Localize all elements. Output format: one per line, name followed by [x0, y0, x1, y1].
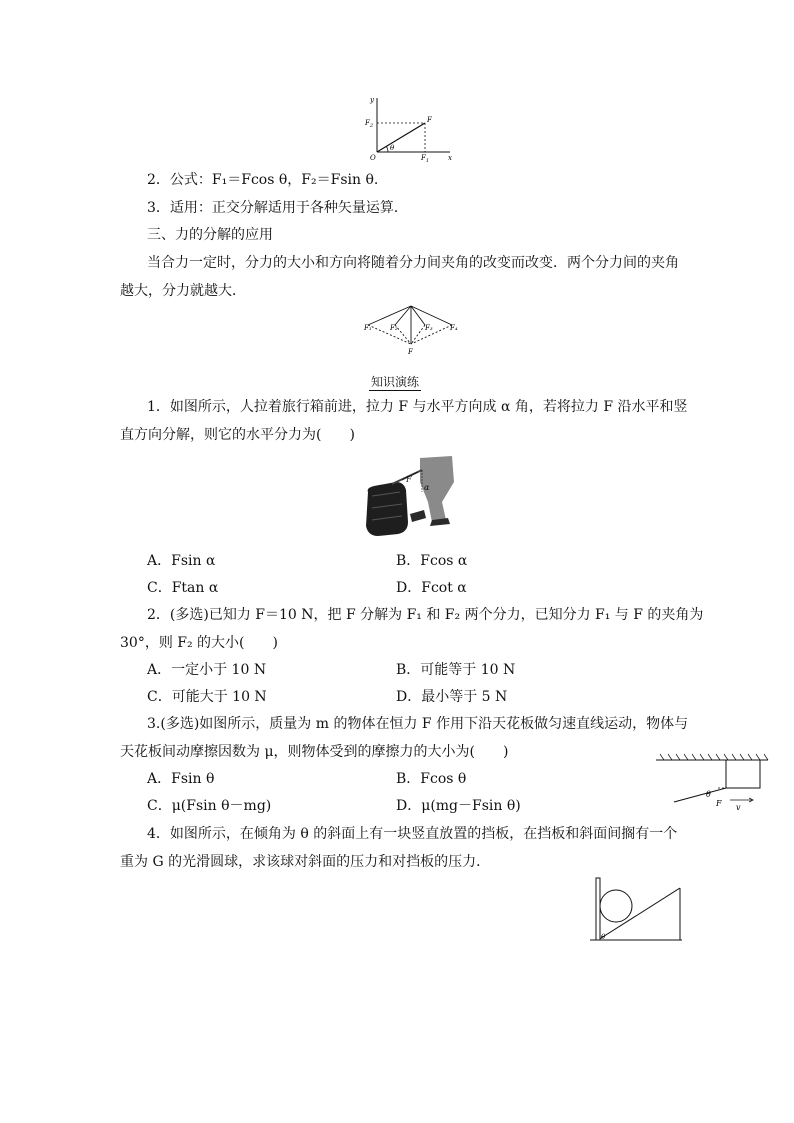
- q3-stem-line-2: 天花板间动摩擦因数为 μ，则物体受到的摩擦力的大小为( ): [120, 744, 509, 760]
- q1-option-a: A．Fsin α: [147, 553, 216, 569]
- decomposition-axes-figure: [362, 92, 462, 164]
- block: [726, 760, 760, 788]
- applicability-line: 3．适用：正交分解适用于各种矢量运算．: [147, 200, 408, 216]
- f-label-ceiling: F: [716, 799, 722, 808]
- suitcase-photo: [362, 452, 462, 538]
- theta-label-ceiling: θ: [706, 790, 711, 799]
- paragraph-line-2: 越大，分力就越大．: [120, 283, 246, 299]
- origin-label: O: [370, 154, 376, 162]
- theta-label-incline: θ: [601, 933, 606, 941]
- q3-option-c: C．μ(Fsin θ－mg): [147, 798, 272, 814]
- q3-option-b: B．Fcos θ: [396, 771, 467, 787]
- f1-label: $F_1$: [421, 154, 430, 164]
- q1-option-b: B．Fcos α: [396, 553, 468, 569]
- q3-stem-line-1: 3.(多选)如图所示，质量为 m 的物体在恒力 F 作用下沿天花板做匀速直线运动，物体与: [147, 716, 689, 732]
- force-f-vector: [377, 123, 425, 152]
- q2-option-a: A．一定小于 10 N: [147, 662, 267, 678]
- f-label: F: [427, 116, 432, 124]
- q1-stem-line-1: 1．如图所示，人拉着旅行箱前进，拉力 F 与水平方向成 α 角，若将拉力 F 沿水平和竖: [147, 399, 688, 415]
- q2-option-d: D．最小等于 5 N: [396, 689, 508, 705]
- paragraph-line-1: 当合力一定时，分力的大小和方向将随着分力间夹角的改变而改变．两个分力间的夹角: [147, 255, 679, 271]
- formula-line: 2．公式：F₁＝Fcos θ，F₂＝Fsin θ.: [147, 172, 379, 188]
- q2-option-c: C．可能大于 10 N: [147, 689, 267, 705]
- fan-f3: F₃: [425, 324, 433, 332]
- q2-option-b: B．可能等于 10 N: [396, 662, 516, 678]
- q4-stem-line-1: 4．如图所示，在倾角为 θ 的斜面上有一块竖直放置的挡板，在挡板和斜面间搁有一个: [147, 826, 678, 842]
- incline-ball-figure: [588, 876, 688, 946]
- section-title: 知识演练: [371, 375, 420, 389]
- v-label-ceiling: v: [736, 803, 741, 812]
- q3-option-a: A．Fsin θ: [147, 771, 215, 787]
- theta-label: θ: [390, 144, 395, 152]
- fan-f1: F₁: [364, 324, 372, 332]
- x-label: x: [448, 154, 452, 162]
- q2-stem-line-2: 30°，则 F₂ 的大小( ): [120, 635, 278, 651]
- force-fan-figure: [362, 303, 462, 359]
- fan-f2: F₂: [390, 324, 398, 332]
- board: [596, 878, 600, 940]
- f2-label: $F_2$: [365, 119, 374, 129]
- y-label: y: [370, 96, 374, 104]
- q3-option-d: D．μ(mg－Fsin θ): [396, 798, 521, 814]
- fan-f4: F₄: [450, 324, 458, 332]
- fan-f: F: [408, 348, 413, 356]
- q1-option-d: D．Fcot α: [396, 580, 467, 596]
- suitcase-alpha-label: α: [424, 483, 430, 492]
- q4-stem-line-2: 重为 G 的光滑圆球，求该球对斜面的压力和对挡板的压力．: [120, 854, 491, 870]
- section-heading-three: 三、力的分解的应用: [147, 227, 273, 243]
- q1-option-c: C．Ftan α: [147, 580, 219, 596]
- ceiling-block-figure: [654, 752, 770, 816]
- q1-stem-line-2: 直方向分解，则它的水平分力为( ): [120, 427, 355, 443]
- q2-stem-line-1: 2．(多选)已知力 F＝10 N，把 F 分解为 F₁ 和 F₂ 两个分力，已知分力 F₁ 与 F 的夹角为: [147, 607, 704, 623]
- suitcase-f-label: F: [406, 475, 412, 484]
- ball: [600, 890, 632, 922]
